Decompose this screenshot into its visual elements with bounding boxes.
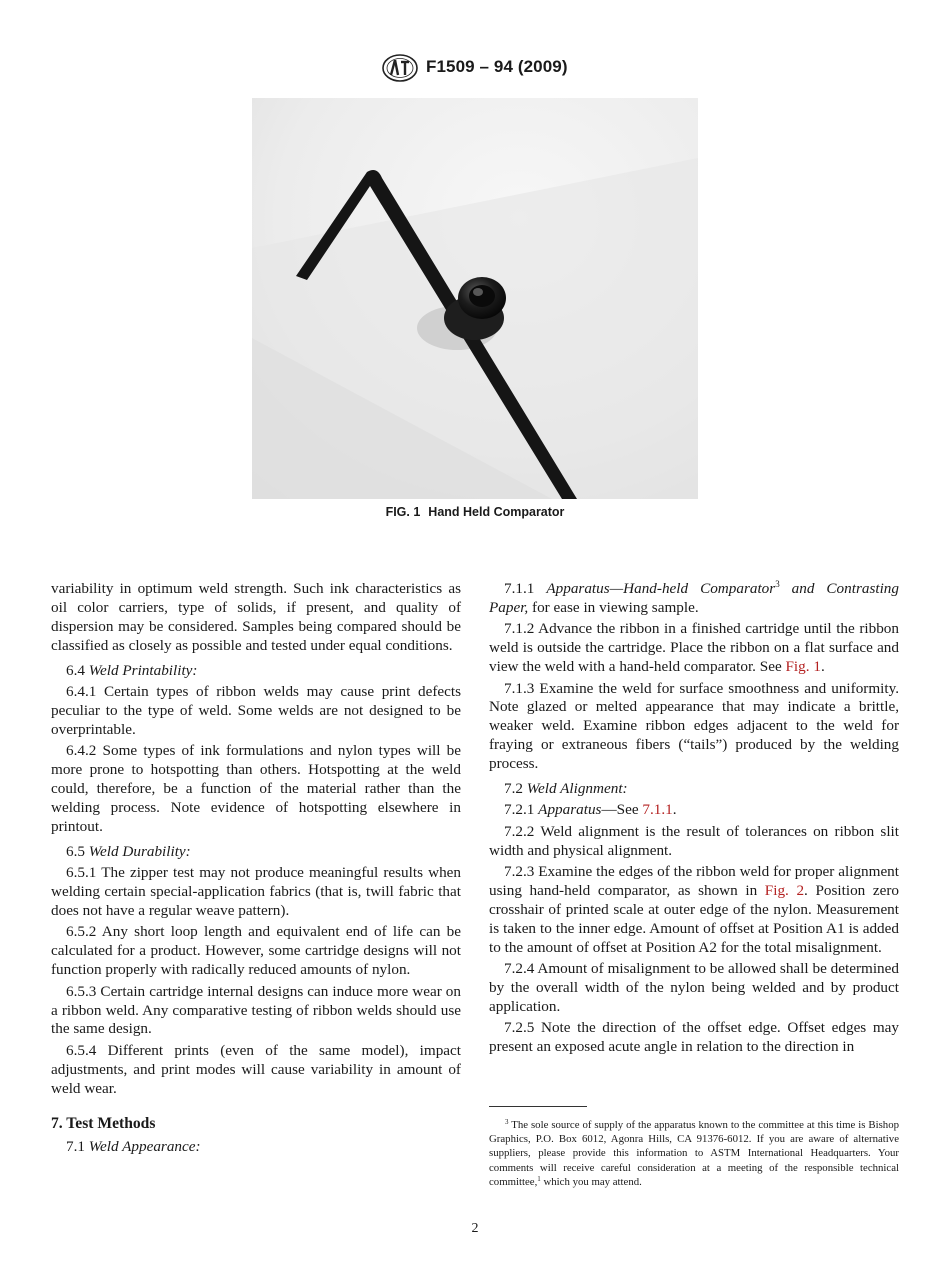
footnote-text-end: which you may attend. bbox=[540, 1175, 642, 1188]
section-number: 7.1 bbox=[66, 1138, 85, 1156]
section-number: 7.2.1 bbox=[504, 801, 535, 819]
paragraph-7-1-2 bbox=[489, 620, 899, 677]
footnote-marker: 3 bbox=[505, 1118, 509, 1126]
figure-1-photo bbox=[252, 98, 698, 499]
punctuation: . bbox=[672, 801, 677, 819]
paragraph-6-5-3: 6.5.3 Certain cartridge internal designs can induce more wear on a ribbon weld. Any comparative testing of ribbon welds should use the same design. bbox=[51, 982, 461, 1038]
apparatus-title: Apparatus—Hand-held Comparator bbox=[546, 580, 776, 597]
paragraph-7-1-1 bbox=[489, 580, 899, 618]
figure-caption bbox=[0, 505, 950, 519]
section-6-5-heading bbox=[51, 843, 461, 862]
page-number: 2 bbox=[471, 1221, 479, 1236]
footnote-ref[interactable]: 1 bbox=[537, 1174, 541, 1183]
footnote-divider bbox=[489, 1106, 587, 1107]
left-column bbox=[51, 580, 461, 1160]
figure-caption-title: Hand Held Comparator bbox=[428, 505, 565, 519]
section-7-1-heading bbox=[51, 1138, 461, 1157]
section-title: Weld Durability: bbox=[88, 842, 191, 860]
footnote-3 bbox=[489, 1118, 899, 1189]
page-header bbox=[0, 52, 950, 86]
paragraph-7-2-4: 7.2.4 Amount of misalignment to be allowed shall be determined by the overall width of the nylon being welded and by product application. bbox=[489, 960, 899, 1016]
section-7-1-1-link[interactable]: 7.1.1 bbox=[642, 801, 673, 819]
section-7-2-heading bbox=[489, 780, 899, 799]
right-column bbox=[489, 580, 899, 1060]
paragraph-6-5-4: 6.5.4 Different prints (even of the same model), impact adjustments, and print modes will cause variability in amount of weld wear. bbox=[51, 1041, 461, 1097]
section-title: Weld Printability: bbox=[88, 661, 198, 679]
paragraph-7-2-1 bbox=[489, 801, 899, 820]
apparatus-title-cont: and Contrasting Paper, bbox=[489, 580, 899, 616]
punctuation: . bbox=[820, 658, 825, 676]
document-designation: F1509 – 94 (2009) bbox=[426, 57, 568, 76]
paragraph-text: 7.1.2 Advance the ribbon in a finished cartridge until the ribbon weld is outside the cartridge. Place the ribbon on a flat surface and view the weld with a hand-held comparator. See bbox=[489, 620, 899, 676]
figure-caption-number: FIG. 1 bbox=[385, 505, 421, 519]
section-title: Weld Appearance: bbox=[88, 1138, 201, 1156]
paragraph-7-2-2: 7.2.2 Weld alignment is the result of tolerances on ribbon slit width and physical alignment. bbox=[489, 822, 899, 859]
footnote-ref[interactable]: 3 bbox=[775, 579, 780, 589]
section-number: 6.4 bbox=[66, 661, 85, 679]
section-7-heading: 7. Test Methods bbox=[51, 1114, 156, 1132]
astm-logo bbox=[380, 52, 420, 84]
paragraph-7-2-3 bbox=[489, 863, 899, 958]
see-text: —See bbox=[601, 801, 643, 819]
section-6-4-heading bbox=[51, 662, 461, 681]
section-number: 7.2 bbox=[504, 780, 523, 798]
paragraph-6-4-2: 6.4.2 Some types of ink formulations and nylon types will be more prone to hotspotting than others. Hotspotting at the weld could, therefore, be a function of the material rather than the welding process. Note evidence of hotspotting elsewhere in printout. bbox=[51, 742, 461, 835]
section-number: 6.5 bbox=[66, 842, 85, 860]
paragraph-6-4-1: 6.4.1 Certain types of ribbon welds may cause print defects peculiar to the type of weld. Some welds are not designed to be overprintable. bbox=[51, 683, 461, 738]
paragraph-7-2-5: 7.2.5 Note the direction of the offset edge. Offset edges may present an exposed acute angle in relation to the direction in bbox=[489, 1019, 899, 1056]
paragraph-continued: variability in optimum weld strength. Such ink characteristics as oil color carriers, type of solids, if present, and quality of dispersion may be considered. Samples being compared should be classified as closely as possible and tested under equal conditions. bbox=[51, 580, 461, 654]
figure-2-link[interactable]: Fig. 2 bbox=[764, 882, 805, 900]
paragraph-text: . Position zero crosshair of printed scale at outer edge of the nylon. Measurement is taken to the inner edge. Amount of offset at Position A1 is added to the amount of offset at Position A2 for the total misalignment. bbox=[489, 882, 899, 956]
paragraph-text: for ease in viewing sample. bbox=[528, 598, 699, 616]
section-number: 7.1.1 bbox=[504, 580, 535, 597]
paragraph-text: 7.2.3 Examine the edges of the ribbon weld for proper alignment using hand-held comparator, as shown in bbox=[489, 863, 899, 900]
footnote-text: The sole source of supply of the apparatus known to the committee at this time is Bishop Graphics, P.O. Box 6012, Agonra Hills, CA 91376-6012. If you are aware of alternative suppliers, please provide this information to ASTM International Headquarters. Your comments will receive careful consideration at a meeting of the responsible technical committee, bbox=[489, 1119, 899, 1188]
paragraph-6-5-1: 6.5.1 The zipper test may not produce meaningful results when welding certain special-application fabrics (that is, twill fabric that does not have a regular weave pattern). bbox=[51, 864, 461, 919]
footnote bbox=[489, 1118, 899, 1189]
paragraph-7-1-3: 7.1.3 Examine the weld for surface smoothness and uniformity. Note glazed or melted appearance that may indicate a brittle, weaker weld. Examine ribbon edges adjacent to the weld for fraying or extraneous fibers (“tails”) produced by the welding process. bbox=[489, 679, 899, 773]
paragraph-6-5-2: 6.5.2 Any short loop length and equivalent end of life can be calculated for a product. However, some cartridge designs will not function properly with radically reduced amounts of nylon. bbox=[51, 923, 461, 979]
figure-1-link[interactable]: Fig. 1 bbox=[785, 658, 821, 676]
apparatus-title: Apparatus bbox=[538, 801, 602, 819]
section-title: Weld Alignment: bbox=[526, 780, 628, 798]
